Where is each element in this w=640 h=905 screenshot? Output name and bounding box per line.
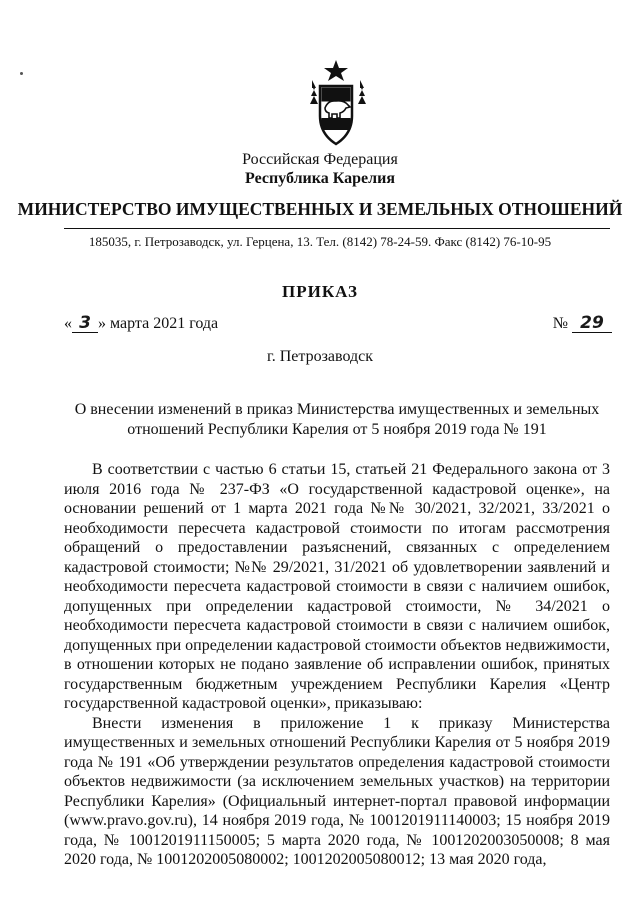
order-subject: О внесении изменений в приказ Министерства имущественных и земельных отношений Республики Карелия от 5 ноября 2019 года № 191 xyxy=(74,401,600,438)
country-name: Российская Федерация xyxy=(242,151,398,168)
body-paragraph: Внести изменения в приложение 1 к приказу Министерства имущественных и земельных отношений Республики Карелия от 5 ноября 2019 года № 191 «Об утверждении результатов определения кадастровой стоимости объектов недвижимости (за исключением земельных участков) на территории Республики Карелия» (Официальный интернет-портал правовой информации (www.pravo.gov.ru), 14 ноября 2019 года, № 1001201911140003; 15 ноября 2019 года, № 1001201911150005; 5 марта 2020 года, № 1001202003050008; 8 мая 2020 года, № 1001202005080002; 1001202005080012; 13 мая 2020 года, xyxy=(64,714,610,868)
order-city: г. Петрозаводск xyxy=(266,348,374,365)
header-divider xyxy=(64,228,610,229)
date-close-quote: » xyxy=(98,315,106,332)
date-day-value: 3 xyxy=(79,313,91,333)
ministry-address: 185035, г. Петрозаводск, ул. Герцена, 13. Тел. (8142) 78-24-59. Факс (8142) 76-10-95 xyxy=(88,234,552,249)
date-open-quote: « xyxy=(64,315,72,332)
body-paragraph: В соответствии с частью 6 статьи 15, статьей 21 Федерального закона от 3 июля 2016 года № 237-ФЗ «О государственной кадастровой оценке», на основании решений от 1 марта 2021 года №№ 30/2021, 32/2021, 33/2021 о необходимости пересчета кадастровой стоимости по итогам рассмотрения обращений о предоставлении разъяснений, связанных с определением кадастровой стоимости; №№ 29/2021, 31/2021 об удовлетворении заявлений и необходимости пересчета кадастровой стоимости в связи с наличием ошибок, допущенных при определении кадастровой стоимости, № 34/2021 о необходимости пересчета кадастровой стоимости в связи с наличием ошибок, допущенных при определении кадастровой стоимости объектов недвижимости, в отношении которых не подано заявление об исправлении ошибок, принятых государственным бюджетным учреждением Республики Карелия «Центр государственной кадастровой оценки», приказываю: xyxy=(64,461,610,712)
order-date xyxy=(64,314,218,334)
scan-speck xyxy=(20,72,23,75)
date-day-handwritten xyxy=(72,315,98,333)
order-number-value: 29 xyxy=(580,313,604,333)
order-number-label: № xyxy=(552,315,568,332)
karelia-coat-of-arms-icon xyxy=(304,58,368,146)
date-month-year: марта 2021 года xyxy=(110,315,219,332)
order-body xyxy=(64,460,610,870)
ministry-name: МИНИСТЕРСТВО ИМУЩЕСТВЕННЫХ И ЗЕМЕЛЬНЫХ ОТНОШЕНИЙ xyxy=(17,199,623,219)
document-type-title: ПРИКАЗ xyxy=(282,282,358,301)
republic-name: Республика Карелия xyxy=(245,170,395,187)
order-number-handwritten xyxy=(572,315,612,333)
order-number xyxy=(553,314,612,334)
